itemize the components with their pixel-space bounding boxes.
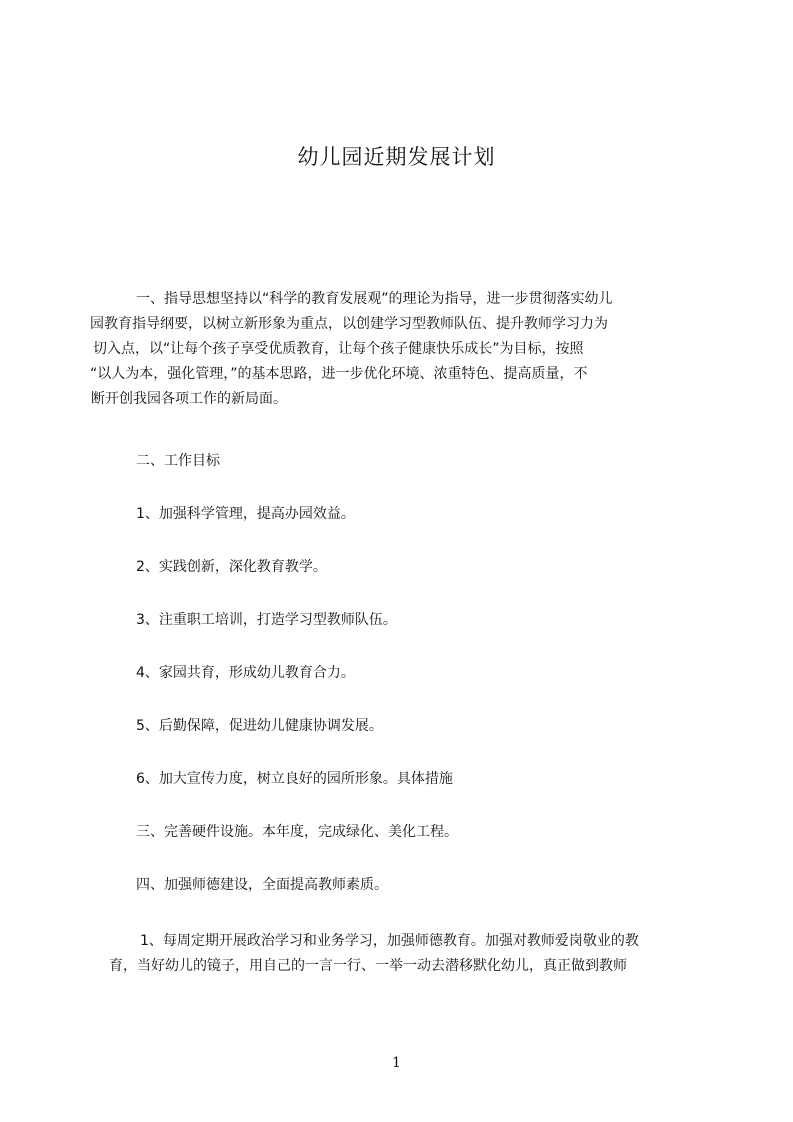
goal-item-6: 6、加大宣传力度，树立良好的园所形象。具体措施 — [136, 771, 453, 787]
item-one-line-1: 1、每周定期开展政治学习和业务学习，加强师德教育。加强对教师爱岗敬业的教 — [140, 933, 639, 949]
goal-item-4: 4、家园共育，形成幼儿教育合力。 — [136, 665, 355, 681]
page-number: 1 — [392, 1055, 401, 1071]
goal-item-5: 5、后勤保障，促进幼儿健康协调发展。 — [136, 718, 383, 734]
item-one-line-2: 育，当好幼儿的镜子，用自己的一言一行、一举一动去潜移默化幼儿，真正做到教师 — [109, 958, 627, 974]
intro-paragraph — [90, 287, 704, 412]
intro-line-3: 切入点，以“让每个孩子享受优质教育，让每个孩子健康快乐成长”为目标，按照 — [93, 341, 584, 357]
goal-item-3: 3、注重职工培训，打造学习型教师队伍。 — [136, 612, 397, 628]
section-two-heading: 二、工作目标 — [136, 453, 220, 469]
page-title: 幼儿园近期发展计划 — [297, 145, 496, 169]
section-four-heading: 四、加强师德建设，全面提高教师素质。 — [136, 877, 388, 893]
section-three: 三、完善硬件设施。本年度，完成绿化、美化工程。 — [136, 824, 458, 840]
intro-line-5: 断开创我园各项工作的新局面。 — [91, 391, 287, 407]
intro-line-4: “以人为本，强化管理，”的基本思路，进一步优化环境、浓重特色、提高质量，不 — [90, 366, 588, 382]
goal-item-1: 1、加强科学管理，提高办园效益。 — [136, 506, 355, 522]
intro-line-2: 园教育指导纲要，以树立新形象为重点，以创建学习型教师队伍、提升教师学习力为 — [90, 316, 608, 332]
intro-line-1: 一、指导思想坚持以“科学的教育发展观”的理论为指导，进一步贯彻落实幼儿 — [136, 291, 613, 307]
goal-item-2: 2、实践创新，深化教育教学。 — [136, 559, 327, 575]
item-one-paragraph — [110, 929, 710, 979]
